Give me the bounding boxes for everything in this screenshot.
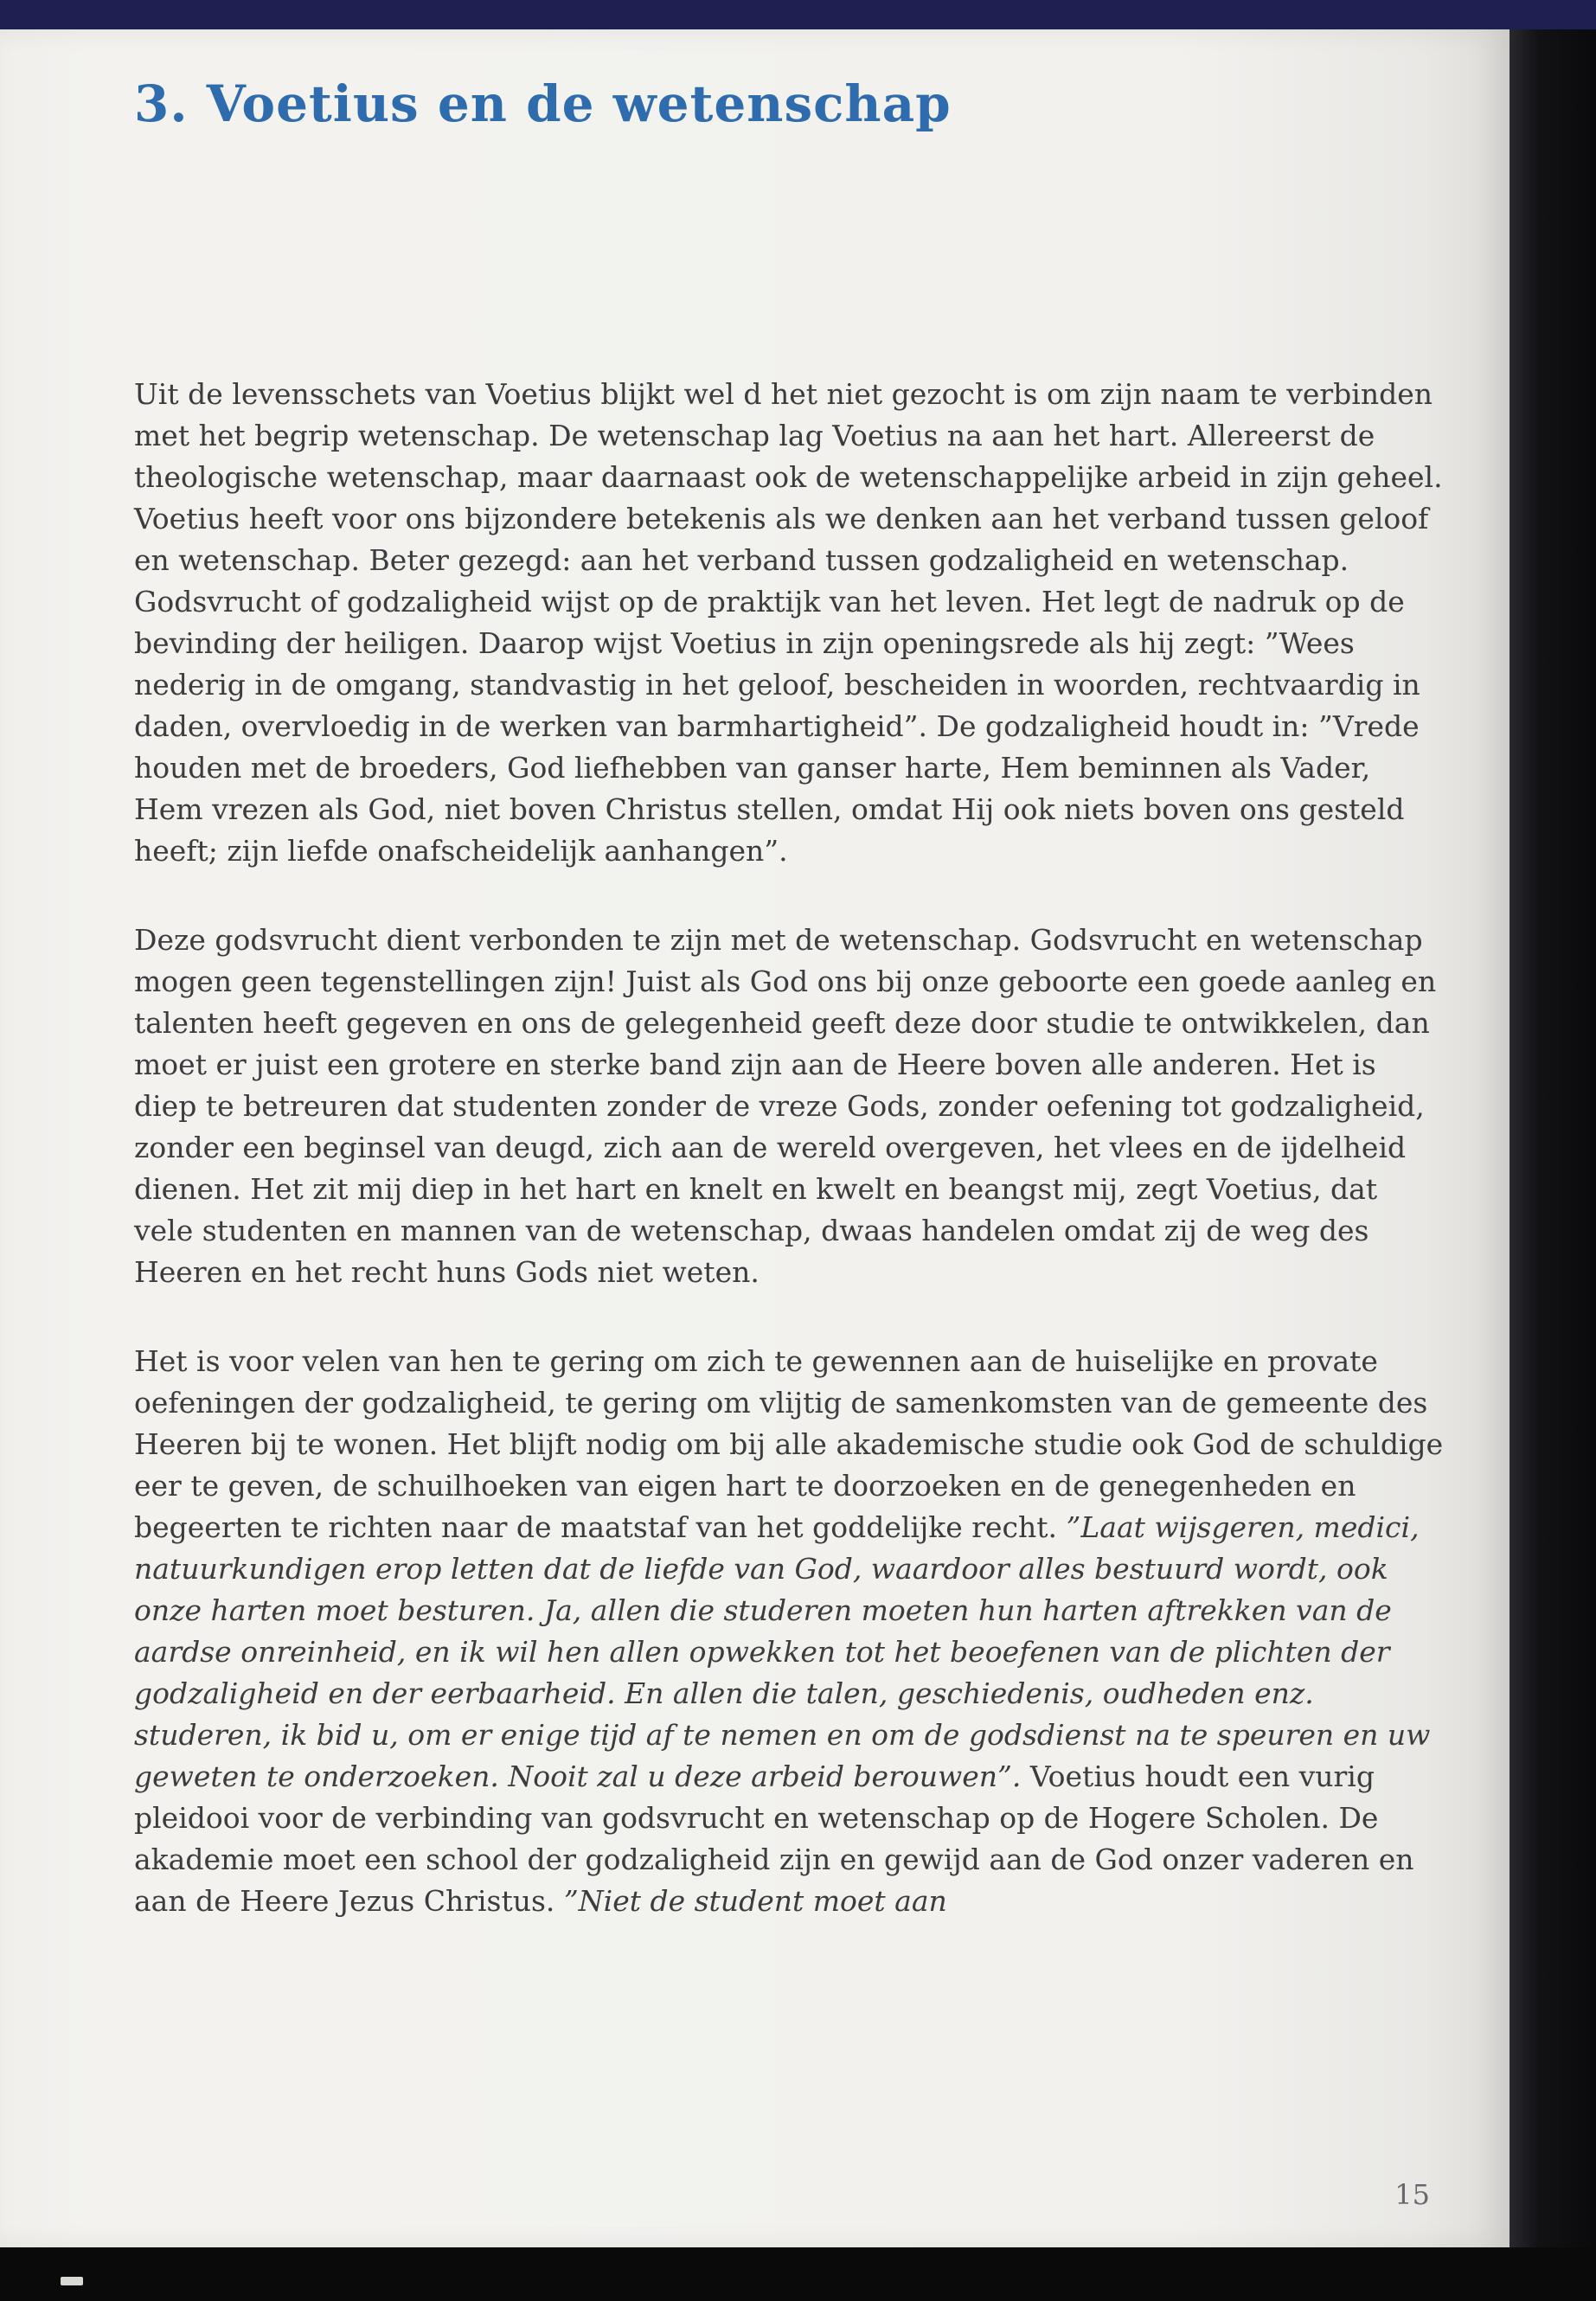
- quote-italic-text: ”Niet de student moet aan: [563, 1884, 947, 1918]
- quote-italic-text: ”Laat wijsgeren, medici, natuurkundigen erop letten dat de liefde van God, waardoor alles bestuurd wordt, ook onze harten moet besturen. Ja, allen die studeren moeten hun harten aftrekken van de aardse onreinheid, en ik wil hen allen opwekken tot het beoefenen van de plichten der godzaligheid en der eerbaarheid. En allen die talen, geschiedenis, oudheden enz. studeren, ik bid u, om er enige tijd af te nemen en om de godsdienst na te speuren en uw geweten te onderzoeken. Nooit zal u deze arbeid berouwen”.: [134, 1510, 1431, 1793]
- page-number: 15: [1394, 2178, 1430, 2211]
- body-paragraphs: [134, 374, 1445, 1922]
- scan-artifact: [61, 2277, 83, 2285]
- page-paper: [0, 29, 1509, 2247]
- paragraph-text: Uit de levensschets van Voetius blijkt wel d het niet gezocht is om zijn naam te verbinden met het begrip wetenschap. De wetenschap lag Voetius na aan het hart. Allereerst de theologische wetenschap, maar daarnaast ook de wetenschappelijke arbeid in zijn geheel. Voetius heeft voor ons bijzondere betekenis als we denken aan het verband tussen geloof en wetenschap. Beter gezegd: aan het verband tussen godzaligheid en wetenschap. Godsvrucht of godzaligheid wijst op de praktijk van het leven. Het legt de nadruk op de bevinding der heiligen. Daarop wijst Voetius in zijn openingsrede als hij zegt: ”Wees nederig in de omgang, standvastig in het geloof, bescheiden in woorden, rechtvaardig in daden, overvloedig in de werken van barmhartigheid”. De godzaligheid houdt in: ”Vrede houden met de broeders, God liefhebben van ganser harte, Hem beminnen als Vader, Hem vrezen als God, niet boven Christus stellen, omdat Hij ook niets boven ons gesteld heeft; zijn liefde onafscheidelijk aanhangen”.: [134, 377, 1443, 868]
- paragraph: [134, 374, 1445, 872]
- paragraph: [134, 1341, 1445, 1922]
- paragraph: [134, 920, 1445, 1293]
- paragraph-text: Voetius houdt een vurig pleidooi voor de verbinding van godsvrucht en wetenschap op de Hogere Scholen. De akademie moet een school der godzaligheid zijn en gewijd aan de God onzer vaderen en aan de Heere Jezus Christus.: [134, 1759, 1414, 1918]
- paragraph-text: Het is voor velen van hen te gering om zich te gewennen aan de huiselijke en provate oefeningen der godzaligheid, te gering om vlijtig de samenkomsten van de gemeente des Heeren bij te wonen. Het blijft nodig om bij alle akademische studie ook God de schuldige eer te geven, de schuilhoeken van eigen hart te doorzoeken en de genegenheden en begeerten te richten naar de maatstaf van het goddelijke recht.: [134, 1344, 1444, 1544]
- paragraph-text: Deze godsvrucht dient verbonden te zijn met de wetenschap. Godsvrucht en wetenschap mogen geen tegenstellingen zijn! Juist als God ons bij onze geboorte een goede aanleg en talenten heeft gegeven en ons de gelegenheid geeft deze door studie te ontwikkelen, dan moet er juist een grotere en sterke band zijn aan de Heere boven alle anderen. Het is diep te betreuren dat studenten zonder de vreze Gods, zonder oefening tot godzaligheid, zonder een beginsel van deugd, zich aan de wereld overgeven, het vlees en de ijdelheid dienen. Het zit mij diep in het hart en knelt en kwelt en beangst mij, zegt Voetius, dat vele studenten en mannen van de wetenschap, dwaas handelen omdat zij de weg des Heeren en het recht huns Gods niet weten.: [134, 923, 1437, 1289]
- scan-top-edge: [0, 0, 1596, 29]
- chapter-title: 3. Voetius en de wetenschap: [134, 74, 952, 133]
- scan-bottom-edge: [0, 2247, 1596, 2301]
- scan-right-edge: [1508, 0, 1596, 2301]
